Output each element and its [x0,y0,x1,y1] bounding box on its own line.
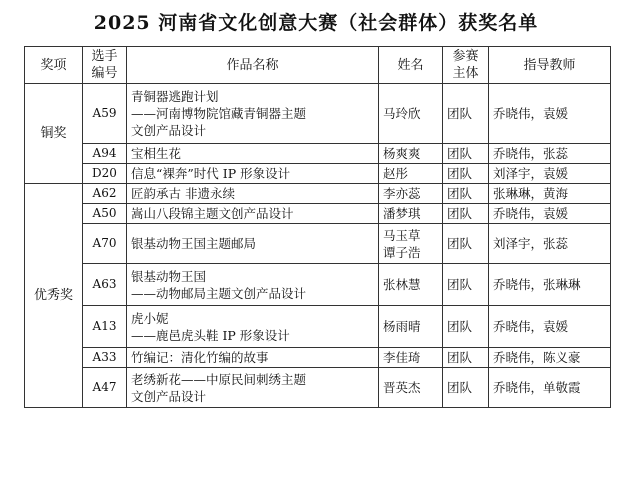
header-name: 姓名 [379,47,443,84]
header-id [83,47,127,84]
table-row [25,204,611,224]
contestant-id-cell: A33 [83,348,127,368]
entry-entity-cell: 团队 [443,164,489,184]
teacher-cell: 张琳琳，黄海 [489,184,611,204]
participant-name: 马玉草 [383,227,421,243]
teacher-cell: 乔晓伟，张琳琳 [489,264,611,306]
participant-name: 李亦蕊 [383,186,421,201]
contestant-id-cell: A13 [83,306,127,348]
table-header-row [25,47,611,84]
teacher-cell: 乔晓伟，袁媛 [489,306,611,348]
entry-entity-cell: 团队 [443,204,489,224]
work-title-cell [127,264,379,306]
table-row [25,224,611,264]
work-title-line: 虎小妮 [131,310,169,326]
header-entity-line-2: 主体 [452,66,479,81]
work-title-line: ——鹿邑虎头鞋 IP 形象设计 [131,327,290,343]
table-row [25,306,611,348]
participant-name-cell [379,306,443,348]
teacher-cell: 乔晓伟，陈义豪 [489,348,611,368]
work-title-cell [127,306,379,348]
participant-name-cell [379,204,443,224]
header-id-line-1: 选手 [91,49,118,64]
table-row [25,144,611,164]
work-title-line: 银基动物王国主题邮局 [131,236,257,251]
participant-name: 杨雨晴 [383,319,421,334]
contestant-id-cell: A63 [83,264,127,306]
work-title-cell [127,84,379,144]
work-title-line: 竹编记：清化竹编的故事 [131,350,269,365]
work-title-cell [127,204,379,224]
contestant-id-cell: A59 [83,84,127,144]
work-title-cell [127,184,379,204]
participant-name: 潘梦琪 [383,206,421,221]
work-title-line: 青铜器逃跑计划 [131,89,219,104]
header-work: 作品名称 [127,47,379,84]
work-title-cell [127,224,379,264]
work-title-line: 匠韵承古 非遗永续 [131,186,235,201]
table-row [25,368,611,408]
entry-entity-cell: 团队 [443,264,489,306]
participant-name: 张林慧 [383,277,421,292]
work-title-cell [127,164,379,184]
work-title-cell [127,348,379,368]
contestant-id-cell: A50 [83,204,127,224]
work-title-line: ——河南博物院馆藏青铜器主题 [131,106,307,121]
participant-name: 马玲欣 [383,106,421,121]
work-title-line: 宝相生花 [131,146,182,161]
entry-entity-cell: 团队 [443,306,489,348]
work-title-cell [127,368,379,408]
entry-entity-cell: 团队 [443,224,489,264]
contestant-id-cell: A47 [83,368,127,408]
participant-name: 谭子浩 [383,244,421,260]
table-row [25,184,611,204]
teacher-cell: 乔晓伟，单敬霞 [489,368,611,408]
header-id-line-2: 编号 [91,66,118,81]
work-title-line: ——动物邮局主题文创产品设计 [131,285,307,301]
work-title-line: 嵩山八段锦主题文创产品设计 [131,206,294,221]
contestant-id-cell: D20 [83,164,127,184]
participant-name: 杨爽爽 [383,146,421,161]
work-title-line: 信息“裸奔”时代 IP 形象设计 [131,166,291,181]
table-body [25,84,611,408]
participant-name-cell [379,368,443,408]
award-cell: 优秀奖 [25,184,83,408]
teacher-cell: 刘泽宇，袁媛 [489,164,611,184]
contestant-id-cell: A62 [83,184,127,204]
participant-name-cell [379,264,443,306]
entry-entity-cell: 团队 [443,84,489,144]
participant-name: 李佳琦 [383,350,421,365]
teacher-cell: 乔晓伟，袁媛 [489,84,611,144]
entry-entity-cell: 团队 [443,144,489,164]
contestant-id-cell: A70 [83,224,127,264]
participant-name: 晋英杰 [383,380,421,395]
participant-name-cell [379,224,443,264]
work-title-line: 文创产品设计 [131,388,207,404]
participant-name-cell [379,144,443,164]
awards-table [24,46,611,408]
participant-name-cell [379,184,443,204]
work-title-line: 老绣新花——中原民间刺绣主题 [131,371,307,387]
work-title-line: 文创产品设计 [131,123,207,138]
work-title-line: 银基动物王国 [131,268,207,284]
participant-name-cell [379,84,443,144]
teacher-cell: 乔晓伟，袁媛 [489,204,611,224]
table-row [25,264,611,306]
participant-name: 赵彤 [383,166,409,181]
header-award: 奖项 [25,47,83,84]
entry-entity-cell: 团队 [443,348,489,368]
work-title-cell [127,144,379,164]
entry-entity-cell: 团队 [443,368,489,408]
participant-name-cell [379,164,443,184]
header-entity-line-1: 参赛 [452,49,479,64]
table-row [25,348,611,368]
entry-entity-cell: 团队 [443,184,489,204]
teacher-cell: 刘泽宇，张蕊 [489,224,611,264]
header-teacher: 指导教师 [489,47,611,84]
page-title: 2025 河南省文化创意大赛（社会群体）获奖名单 [93,12,539,34]
header-entity [443,47,489,84]
contestant-id-cell: A94 [83,144,127,164]
participant-name-cell [379,348,443,368]
award-cell: 铜奖 [25,84,83,184]
teacher-cell: 乔晓伟，张蕊 [489,144,611,164]
table-row [25,84,611,144]
table-row [25,164,611,184]
